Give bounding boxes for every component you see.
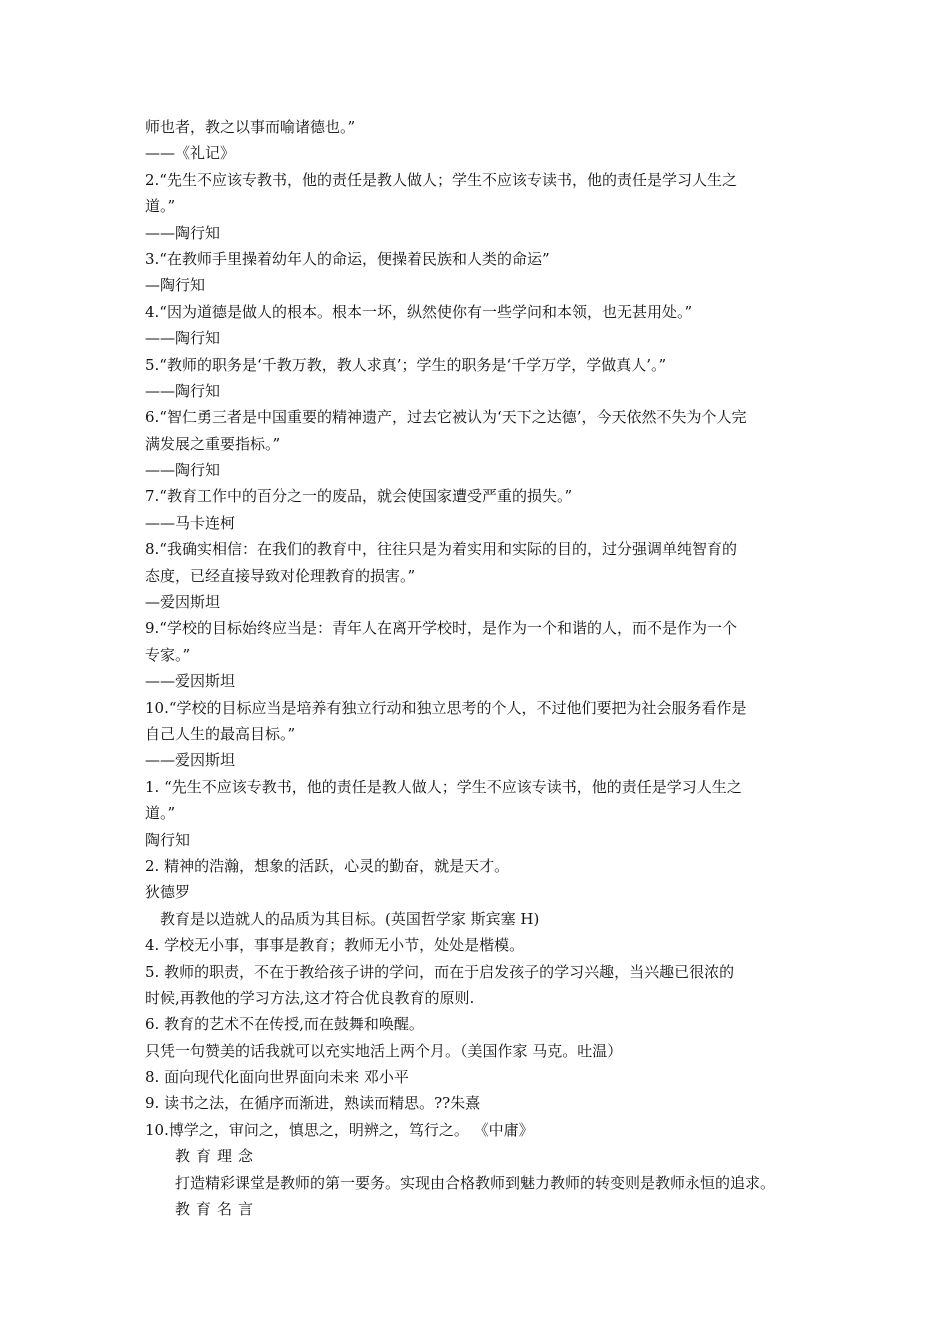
- text-line: 时候,再教他的学习方法,这才符合优良教育的原则.: [145, 988, 475, 1007]
- text-line: 3.“在教师手里操着幼年人的命运，便操着民族和人类的命运”: [145, 249, 550, 268]
- text-line: 道。”: [145, 197, 176, 216]
- text-line: 9.“学校的目标始终应当是：青年人在离开学校时，是作为一个和谐的人，而不是作为一个: [145, 619, 737, 638]
- text-line: 8. 面向现代化面向世界面向未来 邓小平: [145, 1068, 409, 1087]
- text-line: 2. 精神的浩瀚，想象的活跃，心灵的勤奋，就是天才。: [145, 856, 510, 875]
- text-line: 满发展之重要指标。”: [145, 434, 281, 453]
- text-line: —爱因斯坦: [145, 593, 221, 612]
- text-line: 道。”: [145, 804, 176, 823]
- text-line: 10.博学之，审问之，慎思之，明辨之，笃行之。 《中庸》: [145, 1120, 534, 1139]
- text-line: ——爱因斯坦: [145, 672, 236, 691]
- text-line: 4. 学校无小事，事事是教育；教师无小节，处处是楷模。: [145, 936, 525, 955]
- text-line: —陶行知: [145, 276, 206, 295]
- text-line: 只凭一句赞美的话我就可以充实地活上两个月。（美国作家 马克。吐温）: [145, 1041, 623, 1060]
- text-line: 9. 读书之法，在循序而渐进，熟读而精思。??朱熹: [145, 1094, 481, 1113]
- text-line: 专家。”: [145, 645, 191, 664]
- text-line: 8.“我确实相信：在我们的教育中，往往只是为着实用和实际的目的，过分强调单纯智育的: [145, 540, 737, 559]
- text-line: 教育理念: [175, 1147, 260, 1166]
- text-line: 2.“先生不应该专教书，他的责任是教人做人；学生不应该专读书，他的责任是学习人生之: [145, 170, 737, 189]
- text-line: 教育是以造就人的品质为其目标。(英国哲学家 斯宾塞 H): [160, 909, 540, 928]
- text-line: 1. “先生不应该专教书，他的责任是教人做人；学生不应该专读书，他的责任是学习人生之: [145, 777, 742, 796]
- text-line: 态度，已经直接导致对伦理教育的损害。”: [145, 566, 416, 585]
- text-line: ——陶行知: [145, 223, 221, 242]
- text-line: ——爱因斯坦: [145, 751, 236, 770]
- text-line: 打造精彩课堂是教师的第一要务。实现由合格教师到魅力教师的转变则是教师永恒的追求。: [175, 1173, 776, 1192]
- text-line: 6.“智仁勇三者是中国重要的精神遗产，过去它被认为‘天下之达德’，今天依然不失为个人完: [145, 408, 747, 427]
- text-line: 5. 教师的职责，不在于教给孩子讲的学问，而在于启发孩子的学习兴趣，当兴趣已很浓的: [145, 962, 735, 981]
- text-line: 4.“因为道德是做人的根本。根本一坏，纵然使你有一些学问和本领，也无甚用处。”: [145, 302, 693, 321]
- text-line: 5.“教师的职务是‘千教万教，教人求真’；学生的职务是‘千学万学，学做真人’。”: [145, 355, 667, 374]
- text-line: ——《礼记》: [145, 144, 236, 163]
- text-line: ——陶行知: [145, 329, 221, 348]
- text-line: ——陶行知: [145, 461, 221, 480]
- text-line: 6. 教育的艺术不在传授,而在鼓舞和唤醒。: [145, 1015, 424, 1034]
- text-line: ——陶行知: [145, 381, 221, 400]
- text-line: 狄德罗: [145, 883, 191, 902]
- text-line: 7.“教育工作中的百分之一的废品，就会使国家遭受严重的损失。”: [145, 487, 573, 506]
- document-body: [145, 114, 810, 1222]
- text-line: 自己人生的最高目标。”: [145, 724, 296, 743]
- text-line: 10.“学校的目标应当是培养有独立行动和独立思考的个人，不过他们要把为社会服务看作是: [145, 698, 747, 717]
- text-line: 师也者，教之以事而喻诸德也。”: [145, 118, 356, 136]
- text-line: 陶行知: [145, 830, 191, 849]
- text-line: 教育名言: [175, 1200, 260, 1219]
- text-line: ——马卡连柯: [145, 513, 236, 532]
